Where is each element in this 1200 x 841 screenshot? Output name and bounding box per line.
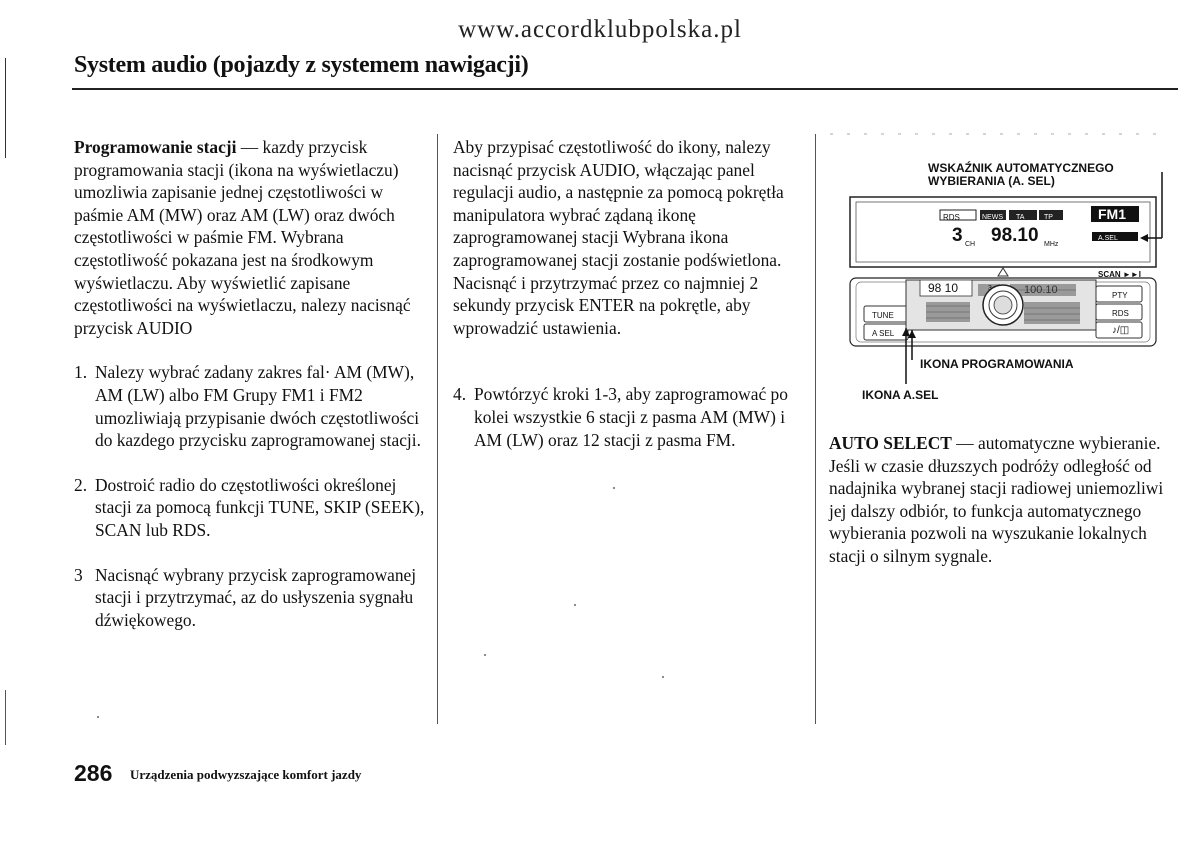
binding-mark — [5, 58, 6, 158]
intro-text: kazdy przycisk programowania stacji (ikona na wyświetlaczu) umozliwia zapisanie jednej częstotliwości w paśmie AM (MW) oraz AM (LW) oraz dwóch częstotliwości w paśmie FM. Wybrana częstotliwość pokazana jest na środkowym wyświetlaczu. Aby wyświetlić zapisane częstotliwości na wyświetlaczu, nalezy nacisnąć przycisk AUDIO — [74, 137, 411, 338]
display-ta: TA — [1016, 214, 1025, 221]
column-divider — [437, 134, 438, 724]
intro-paragraph — [74, 136, 426, 339]
display-news: NEWS — [982, 214, 1003, 221]
step-text: Nacisnąć wybrany przycisk zaprogramowanej stacji i przytrzymać, az do usłyszenia sygnału dźwiękowego. — [95, 564, 417, 630]
step-text: Dostroić radio do częstotliwości określonej stacji za pomocą funkcji TUNE, SKIP (SEEK), SCAN lub RDS. — [95, 474, 425, 540]
assign-paragraph: Aby przypisać częstotliwość do ikony, nalezy nacisnąć przycisk AUDIO, włączając panel regulacji audio, a następnie za pomocą pokrętła manipulatora wybrać ządaną ikonę zaprogramowanej stacji Wybrana ikona zaprogramowanej stacji zostanie podświetlona. Nacisnąć i przytrzymać przez co najmniej 2 sekundy przycisk ENTER na pokrętle, aby wprowadzić ustawienia. — [453, 137, 784, 338]
display-rds: RDS — [943, 213, 960, 222]
intro-dash: — — [236, 137, 263, 157]
auto-select-lead: AUTO SELECT — [829, 433, 952, 453]
asel-indicator-label — [928, 162, 1114, 188]
watermark-url: www.accordklubpolska.pl — [458, 16, 742, 43]
auto-select-text: automatyczne wybieranie. Jeśli w czasie dłuzszych podróży odległość od nadajnika wybranej stacji radiowej uniemozliwi jej dalszy odbiór, to funkcja automatycznego wybierania pozwoli na wyszukanie lokalnych stacji o silnym sygnale. — [829, 433, 1164, 566]
display-ch-unit: CH — [965, 241, 976, 248]
asel-indicator-label-line1: WSKAŹNIK AUTOMATYCZNEGO — [928, 161, 1114, 175]
column-left — [74, 136, 426, 631]
column-right — [829, 432, 1179, 568]
list-item — [74, 361, 426, 451]
asel-icon-label: IKONA A.SEL — [862, 388, 939, 402]
music-toggle-icon[interactable]: ♪/◫ — [1112, 325, 1130, 336]
step-number: 3 — [74, 564, 83, 585]
steps-list — [74, 361, 426, 631]
list-item — [453, 383, 803, 451]
asel-indicator-label-line2: WYBIERANIA (A. SEL) — [928, 174, 1055, 188]
preset-icon-label: IKONA PROGRAMOWANIA — [920, 357, 1074, 371]
scan-speck — [613, 487, 615, 489]
tune-button[interactable]: TUNE — [872, 311, 894, 320]
display-band: FM1 — [1098, 206, 1126, 222]
intro-lead: Programowanie stacji — [74, 137, 237, 157]
asel-button[interactable]: A SEL — [872, 329, 895, 338]
column-divider — [815, 134, 816, 724]
binding-mark — [5, 690, 6, 745]
step-number: 1. — [74, 362, 88, 383]
display-tp: TP — [1044, 214, 1053, 221]
audio-panel-figure — [828, 128, 1180, 428]
spacer — [453, 339, 803, 361]
display-channel: 3 — [952, 225, 963, 246]
page-number: 286 — [74, 760, 113, 786]
display-frequency: 98.10 — [991, 225, 1039, 246]
auto-select-dash: — — [951, 433, 978, 453]
footer-section-title: Urządzenia podwyzszające komfort jazdy — [130, 767, 362, 782]
scan-speck — [97, 716, 99, 718]
list-item — [74, 474, 426, 542]
page-title: System audio (pojazdy z systemem nawigacji) — [74, 52, 529, 78]
scan-speck — [484, 654, 486, 656]
column-middle — [453, 136, 803, 451]
step-text: Nalezy wybrać zadany zakres fal· AM (MW), AM (LW) albo FM Grupy FM1 i FM2 umozliwiają przypisanie dwóch częstotliwości do kazdego przycisku zaprogramowanej stacji. — [95, 362, 421, 451]
rds-button[interactable]: RDS — [1112, 309, 1129, 318]
display-freq-unit: MHz — [1044, 241, 1059, 248]
spacer — [74, 339, 426, 361]
screen-preset-digits: 100.10 — [1024, 284, 1058, 296]
scan-speck — [574, 604, 576, 606]
display-asel: A.SEL — [1098, 235, 1118, 242]
auto-select-paragraph — [829, 432, 1179, 568]
pty-button[interactable]: PTY — [1112, 291, 1128, 300]
screen-channel: 3 — [988, 285, 992, 292]
step-number: 2. — [74, 474, 88, 495]
scan-speck — [662, 676, 664, 678]
scan-label: SCAN ►►I — [1098, 270, 1141, 279]
step-text: Powtórzyć kroki 1-3, aby zaprogramować po kolei wszystkie 6 stacji z pasma AM (MW) i AM (LW) oraz 12 stacji z pasma FM. — [474, 384, 788, 450]
step-number: 4. — [453, 384, 467, 405]
header-rule — [72, 88, 1178, 90]
screen-frequency: 98 10 — [928, 281, 959, 295]
list-item — [74, 564, 426, 632]
